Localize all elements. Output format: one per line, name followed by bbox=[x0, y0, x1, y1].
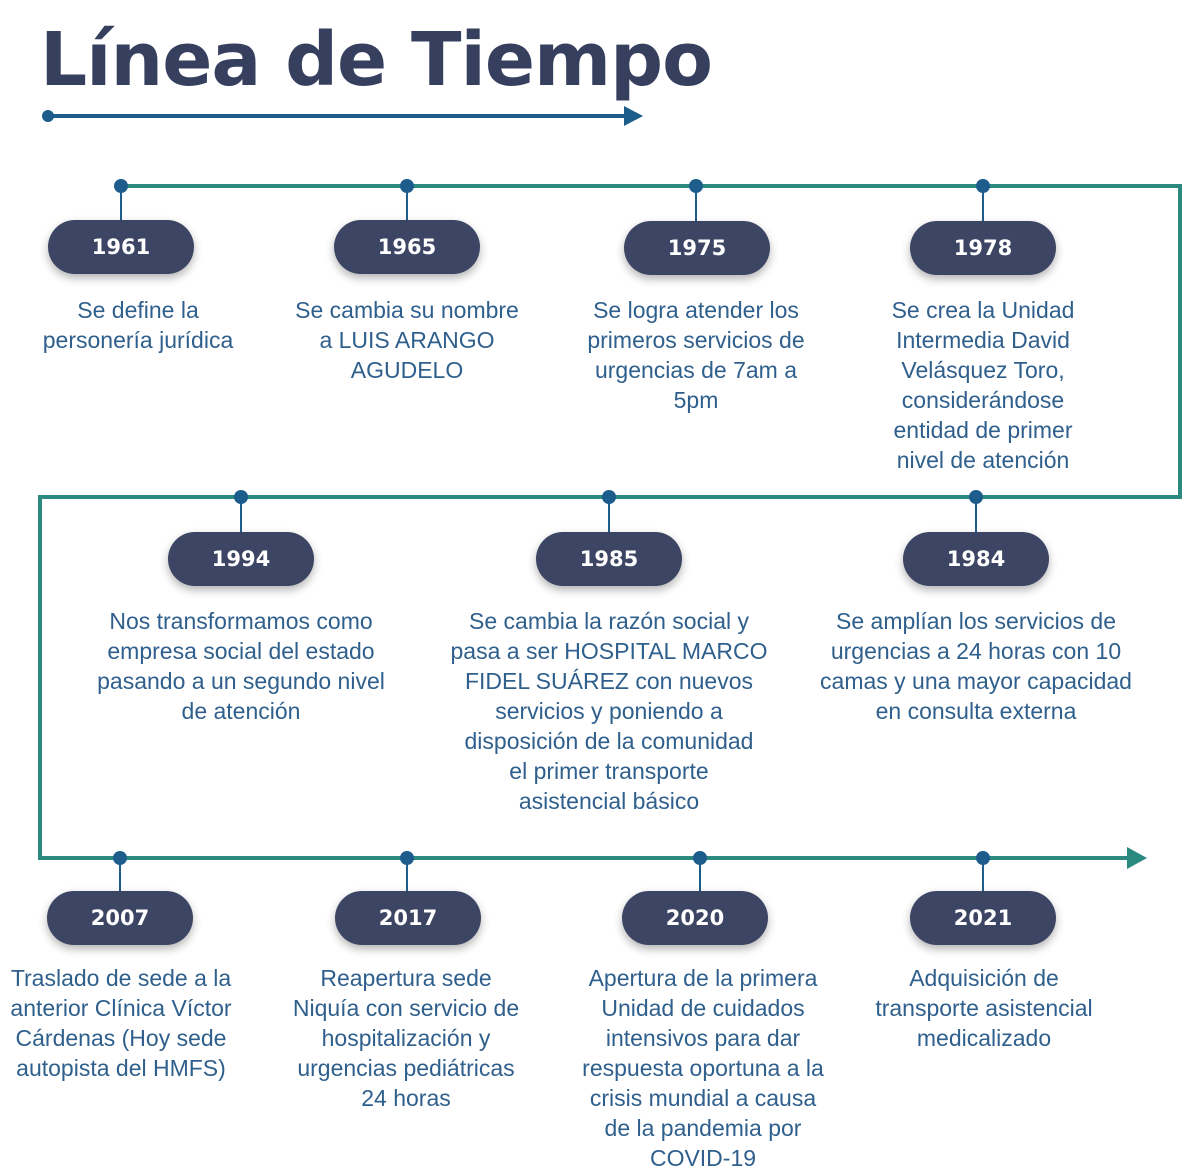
event-dot bbox=[689, 179, 703, 193]
event-description: Se cambia la razón social y pasa a ser HOSPITAL MARCO FIDEL SUÁREZ con nuevos servicios y poniendo a disposición de la comunidad el primer transporte asistencial básico bbox=[450, 608, 768, 814]
event-description: Nos transformamos como empresa social del estado pasando a un segundo nivel de atención bbox=[97, 608, 385, 724]
event-dot bbox=[113, 851, 127, 865]
event-dot bbox=[976, 851, 990, 865]
event-description: Se amplían los servicios de urgencias a 24 horas con 10 camas y una mayor capacidad en consulta externa bbox=[820, 608, 1132, 724]
event-dot bbox=[234, 490, 248, 504]
event-dot bbox=[400, 179, 414, 193]
year-badge: 2007 bbox=[47, 891, 193, 945]
event-dot bbox=[693, 851, 707, 865]
year-badge: 2021 bbox=[910, 891, 1056, 945]
year-badge: 1994 bbox=[168, 532, 314, 586]
page-title: Línea de Tiempo bbox=[40, 17, 712, 103]
event-description: Apertura de la primera Unidad de cuidados intensivos para dar respuesta oportuna a la crisis mundial a causa de la pandemia por COVID-19 bbox=[582, 965, 824, 1171]
timeline-end-arrow bbox=[1127, 847, 1147, 869]
event-dot bbox=[114, 179, 128, 193]
year-badge: 2020 bbox=[622, 891, 768, 945]
event-dot bbox=[602, 490, 616, 504]
year-badge: 1961 bbox=[48, 220, 194, 274]
event-description: Se cambia su nombre a LUIS ARANGO AGUDELO bbox=[295, 297, 519, 383]
event-dot bbox=[400, 851, 414, 865]
year-badge: 1975 bbox=[624, 221, 770, 275]
year-badge: 2017 bbox=[335, 891, 481, 945]
event-description: Se logra atender los primeros servicios de urgencias de 7am a 5pm bbox=[587, 297, 805, 413]
event-description: Se define la personería jurídica bbox=[42, 297, 234, 353]
year-badge: 1984 bbox=[903, 532, 1049, 586]
event-description: Reapertura sede Niquía con servicio de hospitalización y urgencias pediátricas 24 horas bbox=[292, 965, 520, 1111]
year-badge: 1965 bbox=[334, 220, 480, 274]
title-arrow bbox=[42, 106, 643, 126]
event-dot bbox=[976, 179, 990, 193]
year-badge: 1978 bbox=[910, 221, 1056, 275]
event-description: Adquisición de transporte asistencial medicalizado bbox=[875, 965, 1093, 1051]
event-description: Se crea la Unidad Intermedia David Velásquez Toro, considerándose entidad de primer nivel de atención bbox=[891, 297, 1075, 473]
event-description: Traslado de sede a la anterior Clínica Víctor Cárdenas (Hoy sede autopista del HMFS) bbox=[10, 965, 232, 1081]
event-dot bbox=[969, 490, 983, 504]
year-badge: 1985 bbox=[536, 532, 682, 586]
